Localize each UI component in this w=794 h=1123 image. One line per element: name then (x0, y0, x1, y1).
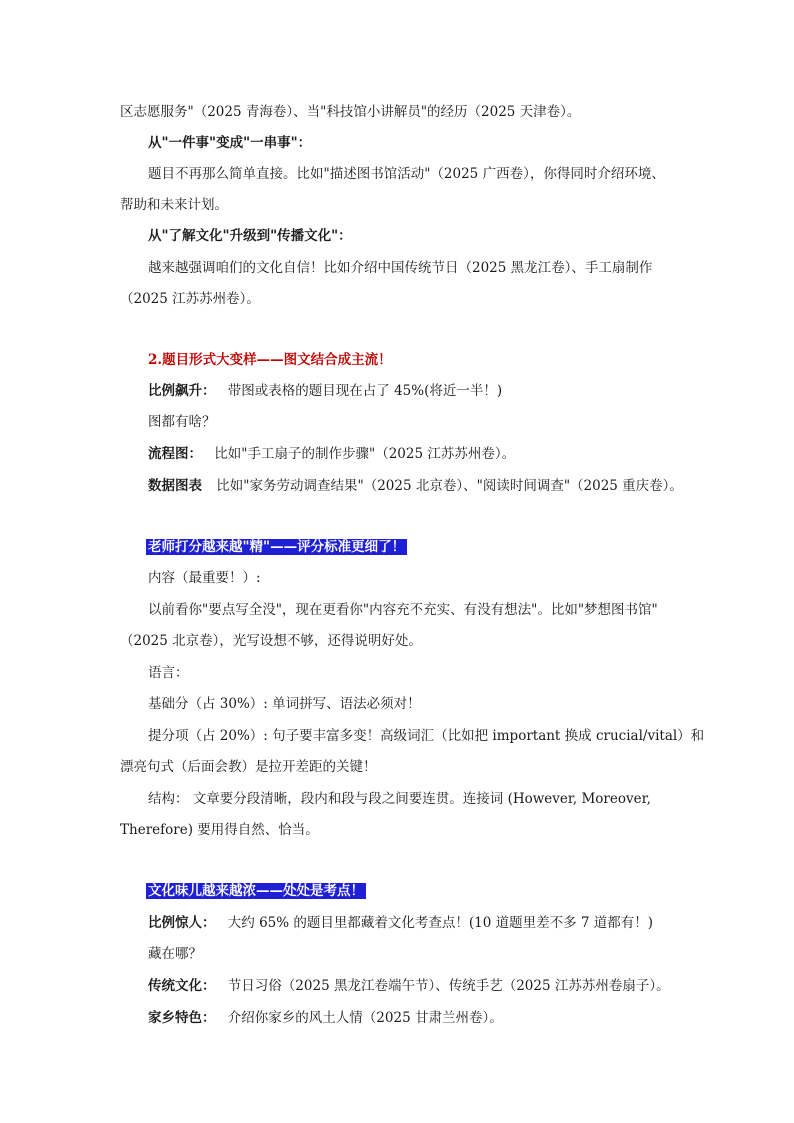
ratio-line (148, 913, 653, 933)
data-chart-line (148, 476, 683, 496)
paragraph-line: 以前看你"要点写全没"，现在更看你"内容充不充实、有没有想法"。比如"梦想图书馆" (148, 602, 658, 618)
paragraph-line: （2025 江苏苏州卷）。 (120, 291, 260, 307)
label: 流程图： (148, 446, 202, 462)
paragraph-line: 帮助和未来计划。 (120, 197, 228, 213)
section-heading: 老师打分越来越"精"——评分标准更细了！ (148, 539, 406, 555)
flow-line (148, 444, 515, 464)
question-line: 图都有啥？ (148, 414, 216, 430)
text: 比如"家务劳动调查结果"（2025 北京卷）、"阅读时间调查"（2025 重庆卷）。 (216, 478, 683, 494)
label: 数据图表 (148, 478, 202, 494)
section-heading: 2.题目形式大变样——图文结合成主流！ (148, 352, 392, 368)
paragraph-line: 基础分（占 30%）: 单词拼写、语法必须对！ (148, 696, 421, 712)
content-label: 内容（最重要！）: (148, 570, 261, 586)
ratio-line (148, 381, 502, 401)
paragraph-line: （2025 北京卷），光写设想不够，还得说明好处。 (120, 633, 422, 649)
highlighted-heading (146, 881, 366, 901)
paragraph-line: 区志愿服务"（2025 青海卷）、当"科技馆小讲解员"的经历（2025 天津卷）。 (120, 104, 581, 120)
paragraph-line: 越来越强调咱们的文化自信！比如介绍中国传统节日（2025 黑龙江卷）、手工扇制作 (148, 260, 653, 276)
paragraph-line: 题目不再那么简单直接。比如"描述图书馆活动"（2025 广西卷），你得同时介绍环境、 (148, 166, 665, 182)
subheading-one-thing: 从"一件事"变成"一串事"： (148, 135, 312, 151)
label: 传统文化： (148, 978, 216, 994)
label: 比例惊人： (148, 915, 216, 931)
section-heading: 文化味儿越来越浓——处处是考点！ (148, 883, 364, 899)
label: 比例飙升： (148, 383, 216, 399)
paragraph-line: 结构： 文章要分段清晰，段内和段与段之间要连贯。连接词 (However, Moreover, (148, 791, 651, 807)
paragraph-line: 提分项（占 20%）: 句子要丰富多变！高级词汇（比如把 important 换成 crucial/vital）和 (148, 728, 705, 744)
subheading-culture: 从"了解文化"升级到"传播文化"： (148, 228, 352, 244)
text: 大约 65% 的题目里都藏着文化考查点！(10 道题里差不多 7 道都有！) (227, 915, 654, 931)
text: 比如"手工扇子的制作步骤"（2025 江苏苏州卷）。 (214, 446, 516, 462)
language-label: 语言： (148, 665, 189, 681)
paragraph-line: Therefore) 要用得自然、恰当。 (120, 822, 319, 838)
paragraph-line: 漂亮句式（后面会教）是拉开差距的关键！ (120, 759, 377, 775)
highlighted-heading (146, 537, 407, 557)
text: 节日习俗（2025 黑龙江卷端午节）、传统手艺（2025 江苏苏州卷扇子）。 (227, 978, 670, 994)
text: 介绍你家乡的风土人情（2025 甘肃兰州卷）。 (227, 1010, 503, 1026)
text: 带图或表格的题目现在占了 45%(将近一半！) (227, 383, 503, 399)
tradition-line (148, 976, 670, 996)
label: 家乡特色： (148, 1010, 216, 1026)
question-line: 藏在哪？ (148, 946, 202, 962)
hometown-line (148, 1008, 503, 1028)
